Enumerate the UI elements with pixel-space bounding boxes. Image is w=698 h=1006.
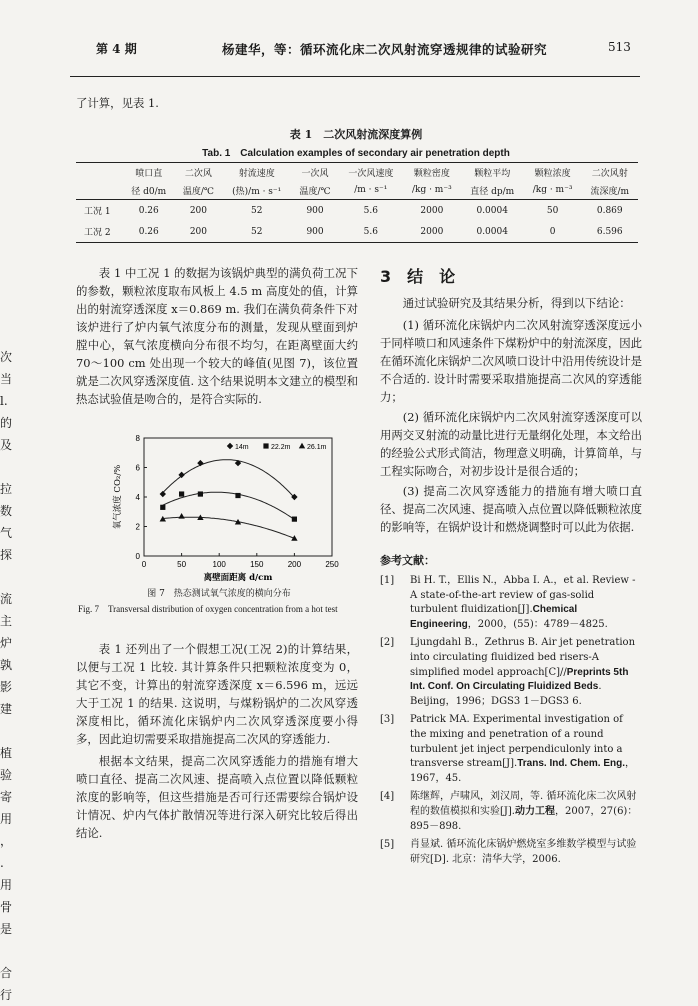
table-header-cell: 颗粒浓度 <box>534 168 571 179</box>
margin-char: . <box>0 856 4 870</box>
data-point <box>292 517 297 522</box>
data-point <box>160 491 166 497</box>
table-header-cell: 温度/℃ <box>299 186 331 197</box>
x-axis-label: 离壁面距离 d/cm <box>203 573 273 583</box>
y-tick-label: 8 <box>135 434 140 443</box>
table-header-row-1 <box>76 163 638 182</box>
data-point <box>198 491 203 496</box>
margin-char: 建 <box>0 702 13 716</box>
table-cell: 2000 <box>420 205 444 216</box>
reference-text: Ljungdahl B.，Zethrus B. Air jet penetration into circulating fluidized bed risers-A simplified model approach[C]//Preprints 5th Int. Conf. On Circulating Fluidized Beds. Beijing，1996；DGS3 1－DGS3 6. <box>410 637 636 707</box>
table-header-cell: 颗粒平均 <box>474 168 511 179</box>
intro-line: 了计算，见表 1. <box>76 96 159 110</box>
table-header-cell: /m · s⁻¹ <box>354 185 388 195</box>
table-cell: 50 <box>546 205 559 216</box>
table-cell: 52 <box>251 205 263 216</box>
table-cell: 0.26 <box>138 226 159 237</box>
reference-item <box>380 574 642 632</box>
x-tick-label: 0 <box>141 560 147 569</box>
references-list <box>380 574 642 871</box>
page-number: 513 <box>608 40 631 54</box>
data-point <box>178 513 184 519</box>
reference-text: 陈继辉，卢啸风，刘汉周，等. 循环流化床二次风射程的数值模拟和实验[J].动力工程，2007，27(6)：895－898. <box>410 791 638 832</box>
table-header-cell <box>76 163 123 182</box>
table-header-cell: /kg · m⁻³ <box>411 185 452 195</box>
legend-marker <box>227 443 233 449</box>
table-row <box>76 200 638 222</box>
running-title: 杨建华，等：循环流化床二次风射流穿透规律的试验研究 <box>222 42 548 57</box>
series-curve <box>163 460 294 497</box>
table-caption-en: Tab. 1 Calculation examples of secondary air penetration depth <box>202 148 510 159</box>
margin-char <box>0 940 12 962</box>
table-row <box>76 221 638 243</box>
reference-text: Patrick MA. Experimental investigation of the mixing and penetration of a round turbulent jet inject perpendiculonly into a transverse stream[J].Trans. Ind. Chem. Eng.，1967，45. <box>410 714 635 784</box>
table-cell: 5.6 <box>363 205 378 216</box>
reference-number: [4] <box>380 791 395 803</box>
legend-label: 26.1m <box>307 444 327 451</box>
margin-char: 炉 <box>0 636 13 650</box>
x-tick-label: 200 <box>287 560 302 569</box>
conclusion-1: (1) 循环流化床锅炉内二次风射流穿透深度远小于同样喷口和风速条件下煤粉炉中的射流深度，因此在循环流化床锅炉二次风喷口设计中沿用传统设计是不合适的. 设计时需要采取措施提高二次风的穿透能力； <box>380 318 642 404</box>
left-para-2: 表 1 还列出了一个假想工况(工况 2)的计算结果，以便与工况 1 比较. 其计算条件只把颗粒浓度变为 0，其它不变，计算出的射流穿透深度 x＝6.596 m，远远大于工况 1 的结果. 这说明，与煤粉锅炉的二次风穿透深度相比，循环流化床锅炉内二次风穿透深度要小得多，因此迫切需要采取措施提高二次风的穿透能力. <box>76 642 358 746</box>
margin-char <box>0 456 12 478</box>
y-axis-label: 氧气浓度 CO₂/% <box>113 464 123 530</box>
legend-label: 22.2m <box>271 444 291 451</box>
table-header-cell: 二次风 <box>184 168 212 179</box>
left-para-1: 表 1 中工况 1 的数据为该锅炉典型的满负荷工况下的参数，颗粒浓度取布风板上 4.5 m 高度处的值，计算出的射流穿透深度 x＝0.869 m. 我们在满负荷条件下对该炉进行了炉内氧气浓度分布的测量，发现从壁面到炉膛中心，氧气浓度横向分布很不均匀，在距离壁面大约 70～100 cm 处出现一个较大的峰值(见图 7)，该位置就是二次风穿透深度值. 这个结果说明本文建立的模型和热态试验值是吻合的，是符合实际的. <box>76 266 358 406</box>
margin-char <box>0 566 12 588</box>
margin-char: l. <box>0 394 8 408</box>
margin-char: 行 <box>0 988 13 1002</box>
conclusion-3: (3) 提高二次风穿透能力的措施有增大喷口直径、提高二次风速、提高喷入点位置以降低颗粒浓度的影响等，在锅炉设计和燃烧调整时可以此为依据. <box>380 484 642 534</box>
legend-label: 14m <box>235 444 249 451</box>
section-title: 3 结 论 <box>380 267 456 286</box>
table-header-cell: 二次风射 <box>591 168 628 179</box>
table-header-cell: 颗粒密度 <box>413 168 450 179</box>
x-tick-label: 50 <box>177 560 187 569</box>
table-cell: 52 <box>251 226 263 237</box>
reference-item <box>380 790 642 834</box>
table-header-cell: 径 d0/m <box>131 186 167 197</box>
margin-char: 植 <box>0 746 13 760</box>
table-header-cell: 一次风速度 <box>348 168 394 179</box>
margin-bleed-text <box>0 346 12 1006</box>
table-header-cell: 流深度/m <box>590 186 630 197</box>
table-cell: 0.869 <box>596 205 623 216</box>
margin-char: ， <box>0 834 13 848</box>
table-header-cell <box>76 181 123 200</box>
table-cell: 工况 1 <box>84 207 111 217</box>
margin-char: 骨 <box>0 900 13 914</box>
margin-char: 的 <box>0 416 13 430</box>
table-cell: 5.6 <box>363 226 378 237</box>
margin-char: 数 <box>0 504 13 518</box>
table-cell: 0.26 <box>138 205 159 216</box>
table-cell: 200 <box>189 226 208 237</box>
x-tick-label: 250 <box>325 560 339 569</box>
y-tick-label: 0 <box>135 552 140 561</box>
margin-char: 及 <box>0 438 13 452</box>
margin-char: 寄 <box>0 790 13 804</box>
margin-char: 影 <box>0 680 13 694</box>
conclusions <box>380 294 642 536</box>
table-header-cell: /kg · m⁻³ <box>532 185 573 195</box>
header-rule <box>70 76 640 77</box>
x-tick-label: 100 <box>212 560 226 569</box>
table-cell: 工况 2 <box>84 228 111 238</box>
reference-item <box>380 636 642 709</box>
table-caption-cn: 表 1 二次风射流深度算例 <box>289 128 423 141</box>
table-header-cell: 一次风 <box>301 168 329 179</box>
figure-7-chart <box>92 430 342 590</box>
table-header-cell: 温度/℃ <box>182 186 214 197</box>
reference-text: 肖显斌. 循环流化床锅炉燃烧室多维数学模型与试验研究[D]. 北京：清华大学，2006. <box>410 839 637 865</box>
margin-char: 探 <box>0 548 13 562</box>
margin-char: 流 <box>0 592 13 606</box>
reference-number: [1] <box>380 575 395 586</box>
figure-caption-en: Fig. 7 Transversal distribution of oxygen concentration from a hot test <box>78 604 338 614</box>
margin-char: 气 <box>0 526 13 540</box>
margin-char: 拉 <box>0 482 13 496</box>
table-cell: 6.596 <box>596 226 623 237</box>
table-cell: 900 <box>306 226 324 237</box>
reference-number: [2] <box>380 637 395 649</box>
reference-number: [5] <box>380 839 395 851</box>
table-cell: 0 <box>549 226 556 237</box>
y-tick-label: 4 <box>135 493 140 502</box>
y-tick-label: 6 <box>135 463 140 473</box>
margin-char: 次 <box>0 350 13 364</box>
margin-char: 当 <box>0 372 13 386</box>
issue-number: 第 4 期 <box>96 42 137 56</box>
figure-caption-cn: 图 7 热态测试氧气浓度的横向分布 <box>147 589 291 599</box>
data-point <box>235 493 240 498</box>
left-para-3: 根据本文结果，提高二次风穿透能力的措施有增大喷口直径、提高二次风速、提高喷入点位置以降低颗粒浓度的影响等，但这些措施是否可行还需要综合锅炉设计情况、炉内气体扩散情况等进行深入研究比较后得出结论. <box>76 754 358 840</box>
margin-char: 主 <box>0 614 13 628</box>
x-tick-label: 150 <box>250 560 264 569</box>
table-cell: 200 <box>189 205 208 216</box>
table-header-cell: (热)/m · s⁻¹ <box>232 186 282 197</box>
data-point <box>179 491 184 496</box>
table-cell: 0.0004 <box>476 226 508 237</box>
margin-char: 孰 <box>0 658 13 672</box>
table-header-row-2 <box>76 181 638 200</box>
table-header-cell: 直径 dp/m <box>470 186 515 197</box>
margin-char: 是 <box>0 922 13 936</box>
reference-item <box>380 838 642 867</box>
legend-marker <box>299 443 305 449</box>
reference-text: Bi H. T.，Ellis N.，Abba I. A.，et al. Review - A state-of-the-art review of gas-solid turbulent fluidization[J].Chemical Engineering，2000，(55)：4789－4825. <box>410 575 636 630</box>
table-header-cell: 射流速度 <box>238 168 275 179</box>
y-tick-label: 2 <box>135 522 140 532</box>
data-point <box>197 460 203 466</box>
conclusion-2: (2) 循环流化床锅炉内二次风射流穿透深度可以用两交叉射流的动量比进行无量纲化处理，本文给出的经验公式形式简洁，物理意义明确，计算简单，与工程实际吻合，对初步设计是很合适的； <box>380 410 642 478</box>
data-table <box>76 162 638 243</box>
table-cell: 2000 <box>420 226 444 237</box>
margin-char: 用 <box>0 878 13 892</box>
table-cell: 900 <box>306 205 324 216</box>
reference-item <box>380 713 642 786</box>
margin-char <box>0 720 12 742</box>
conclusions-lead: 通过试验研究及其结果分析，得到以下结论： <box>402 296 631 310</box>
reference-number: [3] <box>380 714 395 726</box>
margin-char: 用 <box>0 812 13 826</box>
table-cell: 0.0004 <box>476 205 508 216</box>
table-header-cell: 喷口直 <box>135 168 163 179</box>
chart-plot <box>112 434 339 583</box>
margin-char: 验 <box>0 768 13 782</box>
references-title: 参考文献： <box>380 554 435 567</box>
margin-char: 合 <box>0 966 13 980</box>
series-curve <box>163 517 294 538</box>
legend-marker <box>263 443 268 448</box>
data-point <box>160 505 165 510</box>
